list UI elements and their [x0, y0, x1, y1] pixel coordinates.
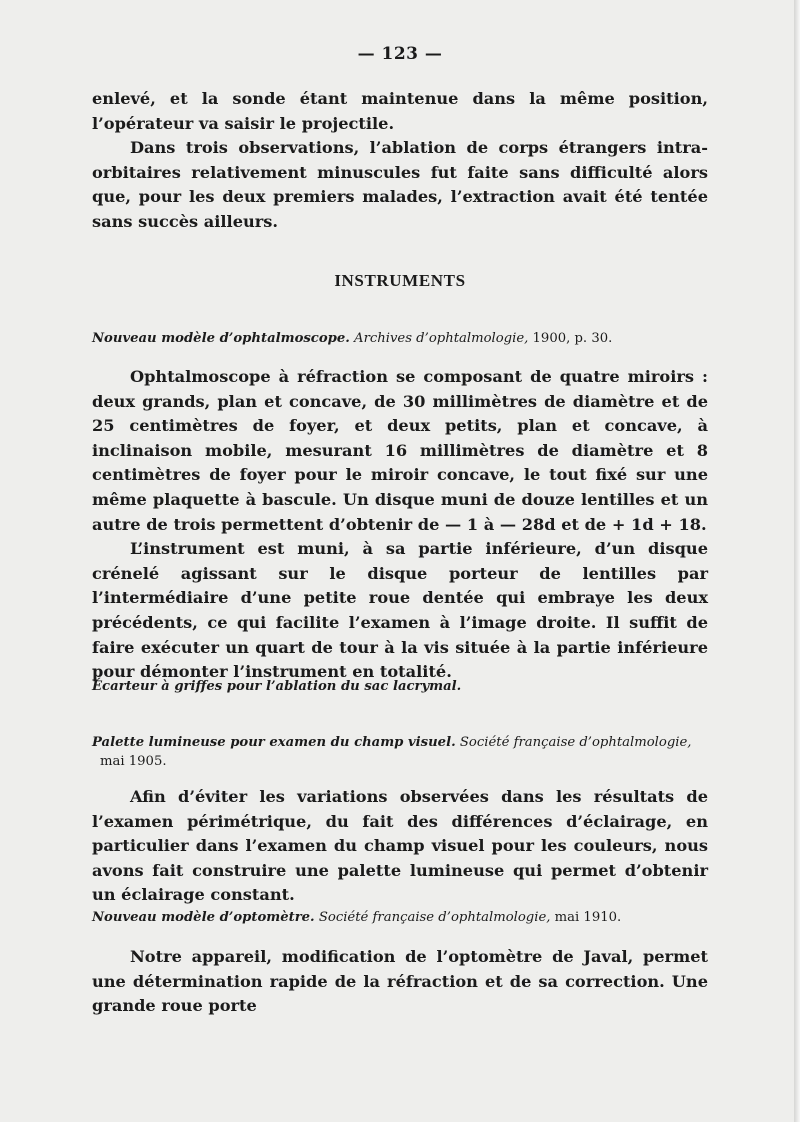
palette-reference: [92, 733, 712, 771]
intro-paragraph-1: enlevé, et la sonde étant maintenue dans la même position, l’opérateur va saisir le projectile.: [92, 89, 708, 133]
page-number: — 123 —: [357, 44, 443, 64]
ophtalmoscope-details: 1900, p. 30.: [532, 331, 613, 346]
ophtalmoscope-text: [92, 365, 708, 685]
optometre-reference: [92, 908, 712, 927]
intro-paragraph-2: Dans trois observations, l’ablation de corps étrangers intra-orbitaires relativement minuscules fut faite sans difficulté alors que, pour les deux premiers malades, l’extraction avait été tentée sans succès ailleurs.: [92, 138, 708, 231]
ecarteur-title: Écarteur à griffes pour l’ablation du sac lacrymal.: [92, 679, 462, 694]
ophtalmoscope-reference: [92, 329, 712, 348]
optometre-details: mai 1910.: [554, 910, 622, 925]
optometre-title: Nouveau modèle d’optomètre.: [92, 910, 315, 925]
intro-text: [92, 87, 708, 235]
ophtalmoscope-title: Nouveau modèle d’ophtalmoscope.: [92, 331, 350, 346]
palette-text: [92, 785, 708, 908]
ophtalmoscope-paragraph-1: Ophtalmoscope à réfraction se composant de quatre miroirs : deux grands, plan et concave, de 30 millimètres de diamètre et de 25 centimètres de foyer, et deux petits, plan et concave, à inclinaison mobile, mesurant 16 millimètres de diamètre et 8 centimètres de foyer pour le miroir concave, le tout fixé sur une même plaquette à bascule. Un disque muni de douze lentilles et un autre de trois permettent d’obtenir de — 1 à — 28d et de + 1d + 18.: [92, 367, 708, 534]
palette-source: Société française d’ophtalmologie,: [459, 735, 692, 750]
optometre-text: [92, 945, 708, 1019]
palette-title: Palette lumineuse pour examen du champ visuel.: [92, 735, 456, 750]
ophtalmoscope-source: Archives d’ophtalmologie,: [354, 331, 529, 346]
section-heading: INSTRUMENTS: [334, 271, 466, 290]
optometre-paragraph-1: Notre appareil, modification de l’optomètre de Javal, permet une détermination rapide de la réfraction et de sa correction. Une grande roue porte: [92, 947, 708, 1016]
optometre-source: Société française d’ophtalmologie,: [318, 910, 551, 925]
page-edge-shadow: [794, 0, 800, 1122]
ophtalmoscope-paragraph-2: L’instrument est muni, à sa partie inférieure, d’un disque crénelé agissant sur le disque porteur de lentilles par l’intermédiaire d’une petite roue dentée qui embraye les deux précédents, ce qui facilite l’examen à l’image droite. Il suffit de faire exécuter un quart de tour à la vis située à la partie inférieure pour démonter l’instrument en totalité.: [92, 539, 708, 682]
palette-paragraph-1: Afin d’éviter les variations observées dans les résultats de l’examen périmétrique, du fait des différences d’éclairage, en particulier dans l’examen du champ visuel pour les couleurs, nous avons fait construire une palette lumineuse qui permet d’obtenir un éclairage constant.: [92, 787, 708, 905]
palette-details: mai 1905.: [100, 754, 167, 769]
